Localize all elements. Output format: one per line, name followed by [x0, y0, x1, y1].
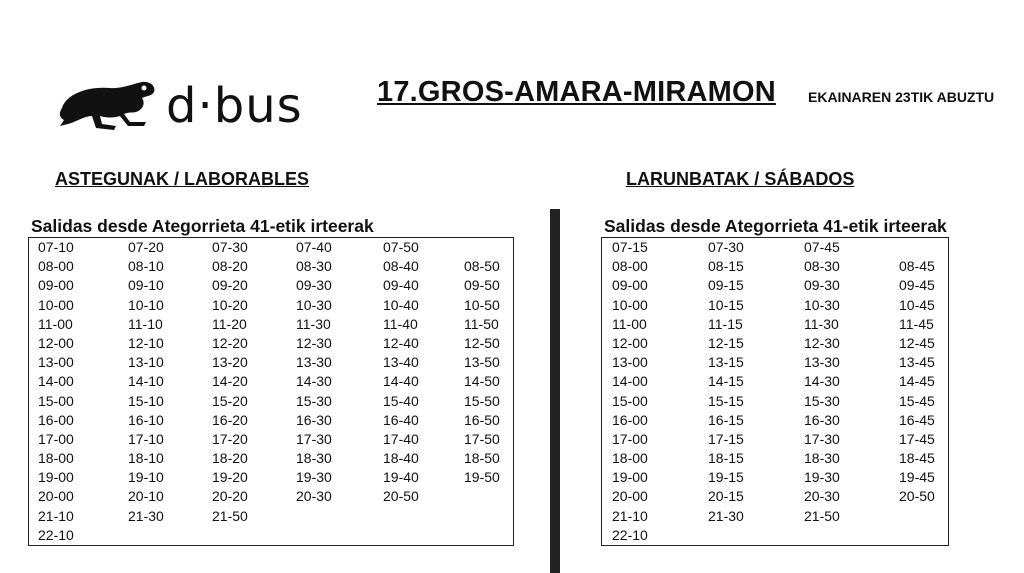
departure-time: 14-00 — [38, 373, 74, 390]
departure-time: 07-20 — [128, 239, 164, 255]
departure-time: 08-20 — [212, 258, 248, 275]
departure-time: 20-15 — [708, 488, 744, 505]
departure-time: 17-15 — [708, 430, 744, 447]
departure-time: 12-20 — [212, 334, 248, 351]
timetable-row — [29, 315, 513, 334]
timetable-row — [29, 507, 513, 526]
column-divider — [550, 209, 560, 573]
departure-time: 13-20 — [212, 354, 248, 371]
departure-time: 18-15 — [708, 450, 744, 467]
departure-time: 21-30 — [708, 507, 744, 524]
departure-time: 13-30 — [296, 354, 332, 371]
departure-time: 18-10 — [128, 450, 164, 467]
departure-time: 19-40 — [383, 469, 419, 486]
departure-time: 20-30 — [296, 488, 332, 505]
departure-time: 10-00 — [612, 296, 648, 313]
departure-time: 08-10 — [128, 258, 164, 275]
departure-time: 21-50 — [804, 507, 840, 524]
departure-time: 08-00 — [612, 258, 648, 275]
departure-time: 21-10 — [38, 507, 74, 524]
departure-time: 15-50 — [464, 392, 500, 409]
timetable-row — [602, 411, 948, 430]
departure-time: 13-00 — [38, 354, 74, 371]
departure-time: 08-40 — [383, 258, 419, 275]
departure-time: 12-15 — [708, 334, 744, 351]
departure-time: 22-10 — [38, 526, 74, 543]
departure-time: 10-30 — [804, 296, 840, 313]
departure-time: 13-50 — [464, 354, 500, 371]
timetable-row — [29, 334, 513, 353]
timetable-row — [602, 392, 948, 411]
timetable-row — [602, 257, 948, 276]
departure-time: 13-45 — [899, 354, 935, 371]
departure-time: 12-40 — [383, 334, 419, 351]
departure-time: 17-50 — [464, 430, 500, 447]
departure-time: 15-10 — [128, 392, 164, 409]
departure-time: 15-00 — [38, 392, 74, 409]
departure-time: 09-10 — [128, 277, 164, 294]
timetable-row — [602, 487, 948, 506]
departure-time: 16-40 — [383, 411, 419, 428]
departure-time: 18-00 — [612, 450, 648, 467]
departure-time: 20-50 — [899, 488, 935, 505]
departure-time: 21-30 — [128, 507, 164, 524]
departure-time: 07-30 — [708, 239, 744, 255]
departure-time: 09-00 — [612, 277, 648, 294]
departure-time: 19-30 — [804, 469, 840, 486]
departure-time: 11-45 — [899, 315, 934, 332]
departure-time: 07-45 — [804, 239, 840, 255]
route-title: 17.GROS-AMARA-MIRAMON — [377, 76, 776, 108]
departure-time: 14-20 — [212, 373, 248, 390]
departure-time: 17-30 — [804, 430, 840, 447]
timetable-row — [29, 353, 513, 372]
departure-time: 10-30 — [296, 296, 332, 313]
timetable-row — [29, 238, 513, 257]
departure-time: 15-20 — [212, 392, 248, 409]
timetable-row — [29, 468, 513, 487]
departure-time: 10-00 — [38, 296, 74, 313]
timetable-row — [29, 296, 513, 315]
departure-time: 20-00 — [612, 488, 648, 505]
departure-time: 09-20 — [212, 277, 248, 294]
departure-time: 11-10 — [128, 315, 163, 332]
departure-time: 15-30 — [296, 392, 332, 409]
departure-time: 16-45 — [899, 411, 935, 428]
departure-time: 18-30 — [296, 450, 332, 467]
departure-time: 12-30 — [804, 334, 840, 351]
departure-time: 17-45 — [899, 430, 935, 447]
departure-time: 18-20 — [212, 450, 248, 467]
departure-time: 11-40 — [383, 315, 418, 332]
timetable-row — [602, 372, 948, 391]
departure-time: 14-15 — [708, 373, 744, 390]
timetable-row — [29, 449, 513, 468]
departure-time: 20-00 — [38, 488, 74, 505]
timetable-row — [29, 257, 513, 276]
departure-time: 09-45 — [899, 277, 935, 294]
departure-time: 08-00 — [38, 258, 74, 275]
departure-time: 16-15 — [708, 411, 744, 428]
departure-time: 09-00 — [38, 277, 74, 294]
departure-time: 13-00 — [612, 354, 648, 371]
departure-time: 19-00 — [38, 469, 74, 486]
departure-time: 18-45 — [899, 450, 935, 467]
departure-time: 16-20 — [212, 411, 248, 428]
departure-time: 18-40 — [383, 450, 419, 467]
weekdays-subheading: Salidas desde Ategorrieta 41-etik irteerak — [31, 216, 374, 236]
departure-time: 19-45 — [899, 469, 935, 486]
departure-time: 15-40 — [383, 392, 419, 409]
departure-time: 19-20 — [212, 469, 248, 486]
departure-time: 16-30 — [296, 411, 332, 428]
departure-time: 14-10 — [128, 373, 164, 390]
departure-time: 16-00 — [612, 411, 648, 428]
departure-time: 19-00 — [612, 469, 648, 486]
departure-time: 19-50 — [464, 469, 500, 486]
dbus-logo — [58, 78, 318, 138]
departure-time: 12-00 — [38, 334, 74, 351]
departure-time: 12-00 — [612, 334, 648, 351]
departure-time: 09-40 — [383, 277, 419, 294]
logo-wordmark: d·bus — [166, 78, 303, 134]
departure-time: 12-50 — [464, 334, 500, 351]
departure-time: 10-40 — [383, 296, 419, 313]
departure-time: 10-10 — [128, 296, 164, 313]
departure-time: 17-20 — [212, 430, 248, 447]
departure-time: 19-10 — [128, 469, 164, 486]
departure-time: 17-00 — [612, 430, 648, 447]
timetable-row — [29, 392, 513, 411]
timetable-row — [29, 411, 513, 430]
departure-time: 07-30 — [212, 239, 248, 255]
departure-time: 13-15 — [708, 354, 744, 371]
frog-icon — [58, 78, 158, 136]
timetable-row — [602, 276, 948, 295]
departure-time: 18-30 — [804, 450, 840, 467]
departure-time: 11-15 — [708, 315, 743, 332]
timetable-row — [602, 430, 948, 449]
departure-time: 08-45 — [899, 258, 935, 275]
saturdays-heading: LARUNBATAK / SÁBADOS — [626, 169, 855, 189]
departure-time: 13-30 — [804, 354, 840, 371]
departure-time: 18-00 — [38, 450, 74, 467]
departure-time: 12-45 — [899, 334, 935, 351]
departure-time: 11-50 — [464, 315, 499, 332]
departure-time: 10-45 — [899, 296, 935, 313]
timetable-row — [602, 526, 948, 545]
departure-time: 13-40 — [383, 354, 419, 371]
validity-period: EKAINAREN 23TIK ABUZTU — [808, 89, 995, 105]
saturdays-subheading: Salidas desde Ategorrieta 41-etik irteerak — [604, 216, 947, 236]
departure-time: 19-15 — [708, 469, 744, 486]
departure-time: 12-30 — [296, 334, 332, 351]
timetable-row — [602, 449, 948, 468]
timetable-row — [602, 238, 948, 257]
departure-time: 12-10 — [128, 334, 164, 351]
departure-time: 09-30 — [296, 277, 332, 294]
departure-time: 17-30 — [296, 430, 332, 447]
departure-time: 10-20 — [212, 296, 248, 313]
weekdays-heading: ASTEGUNAK / LABORABLES — [55, 169, 310, 189]
departure-time: 13-10 — [128, 354, 164, 371]
departure-time: 20-50 — [383, 488, 419, 505]
timetable-row — [602, 507, 948, 526]
departure-time: 17-00 — [38, 430, 74, 447]
departure-time: 14-40 — [383, 373, 419, 390]
timetable-row — [29, 276, 513, 295]
departure-time: 14-50 — [464, 373, 500, 390]
timetable-row — [602, 334, 948, 353]
departure-time: 14-45 — [899, 373, 935, 390]
departure-time: 08-30 — [296, 258, 332, 275]
timetable-row — [29, 372, 513, 391]
departure-time: 08-50 — [464, 258, 500, 275]
departure-time: 07-10 — [38, 239, 74, 255]
timetable-row — [602, 468, 948, 487]
departure-time: 08-15 — [708, 258, 744, 275]
timetable-row — [29, 430, 513, 449]
departure-time: 14-30 — [804, 373, 840, 390]
departure-time: 11-00 — [612, 315, 647, 332]
departure-time: 22-10 — [612, 526, 648, 543]
departure-time: 09-50 — [464, 277, 500, 294]
timetable-row — [29, 487, 513, 506]
departure-time: 08-30 — [804, 258, 840, 275]
departure-time: 17-40 — [383, 430, 419, 447]
departure-time: 21-10 — [612, 507, 648, 524]
departure-time: 16-30 — [804, 411, 840, 428]
saturdays-timetable — [601, 237, 949, 546]
departure-time: 07-15 — [612, 239, 648, 255]
departure-time: 11-30 — [296, 315, 331, 332]
departure-time: 18-50 — [464, 450, 500, 467]
departure-time: 10-50 — [464, 296, 500, 313]
departure-time: 07-40 — [296, 239, 332, 255]
weekdays-timetable — [28, 237, 514, 546]
timetable-row — [602, 315, 948, 334]
departure-time: 19-30 — [296, 469, 332, 486]
departure-time: 16-10 — [128, 411, 164, 428]
departure-time: 11-30 — [804, 315, 839, 332]
departure-time: 09-15 — [708, 277, 744, 294]
departure-time: 07-50 — [383, 239, 419, 255]
departure-time: 16-50 — [464, 411, 500, 428]
departure-time: 16-00 — [38, 411, 74, 428]
departure-time: 20-10 — [128, 488, 164, 505]
departure-time: 09-30 — [804, 277, 840, 294]
departure-time: 11-20 — [212, 315, 247, 332]
departure-time: 20-20 — [212, 488, 248, 505]
departure-time: 20-30 — [804, 488, 840, 505]
departure-time: 11-00 — [38, 315, 73, 332]
departure-time: 15-45 — [899, 392, 935, 409]
departure-time: 17-10 — [128, 430, 164, 447]
departure-time: 21-50 — [212, 507, 248, 524]
timetable-row — [602, 296, 948, 315]
departure-time: 14-00 — [612, 373, 648, 390]
departure-time: 15-15 — [708, 392, 744, 409]
departure-time: 15-00 — [612, 392, 648, 409]
timetable-row — [29, 526, 513, 545]
departure-time: 14-30 — [296, 373, 332, 390]
departure-time: 15-30 — [804, 392, 840, 409]
departure-time: 10-15 — [708, 296, 744, 313]
timetable-row — [602, 353, 948, 372]
